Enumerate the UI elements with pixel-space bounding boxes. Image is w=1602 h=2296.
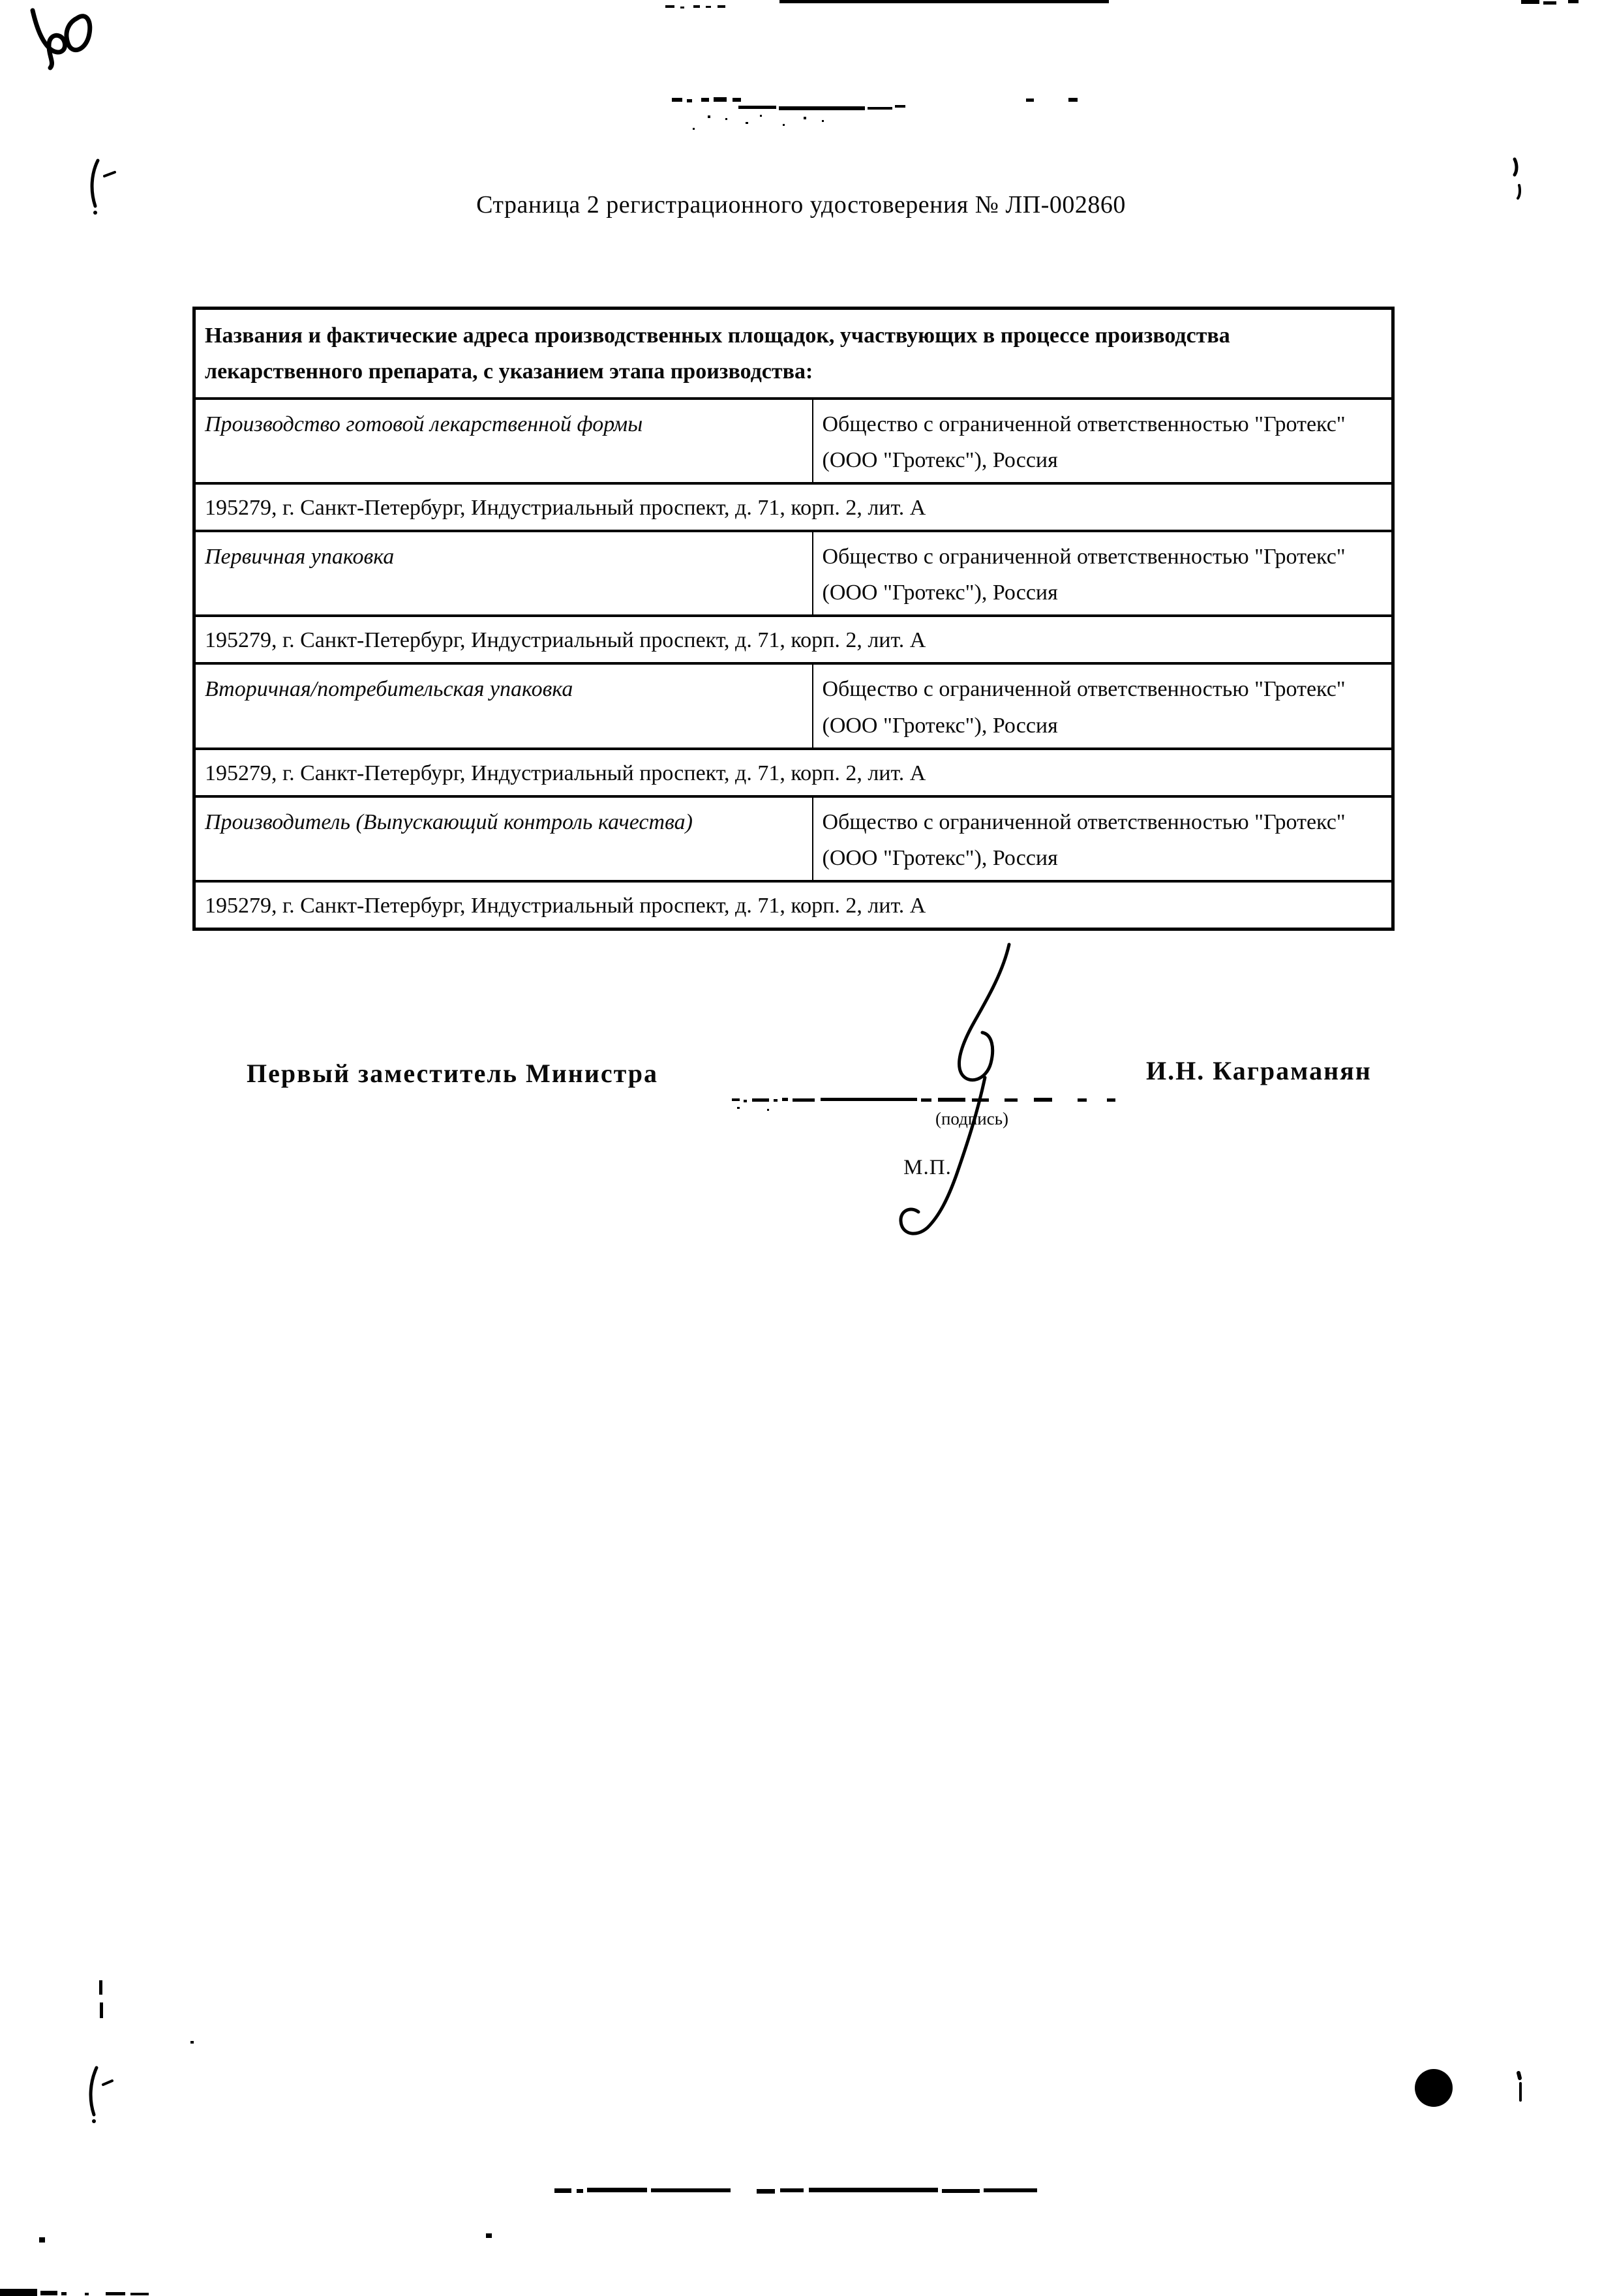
seal-caption: М.П. bbox=[903, 1156, 952, 1179]
punch-hole-dot bbox=[1415, 2069, 1453, 2107]
pen-speck-right-margin bbox=[1515, 159, 1520, 2100]
table-header-cell: Названия и фактические адреса производственных площадок, участвующих в процессе производства лекарственного препарата, с указанием этапа производства: bbox=[194, 309, 1393, 399]
table-row bbox=[194, 663, 1393, 748]
organization-cell: Общество с ограниченной ответственностью "Гротекс" (ООО "Гротекс"), Россия bbox=[813, 399, 1393, 483]
stage-cell: Производство готовой лекарственной формы bbox=[194, 399, 813, 483]
production-sites-table bbox=[192, 307, 1395, 931]
stage-cell: Вторичная/потребительская упаковка bbox=[194, 663, 813, 748]
pen-mark-left-bracket-bottom bbox=[91, 2068, 112, 2123]
table-header-row bbox=[194, 309, 1393, 399]
address-cell: 195279, г. Санкт-Петербург, Индустриальный проспект, д. 71, корп. 2, лит. А bbox=[194, 881, 1393, 929]
stage-cell: Первичная упаковка bbox=[194, 531, 813, 616]
table-row bbox=[194, 796, 1393, 881]
page-header: Страница 2 регистрационного удостоверения № ЛП-002860 bbox=[476, 191, 1126, 219]
address-cell: 195279, г. Санкт-Петербург, Индустриальный проспект, д. 71, корп. 2, лит. А bbox=[194, 616, 1393, 663]
table-row bbox=[194, 531, 1393, 616]
table-row bbox=[194, 399, 1393, 483]
signer-title: Первый заместитель Министра bbox=[247, 1059, 659, 1088]
stage-cell: Производитель (Выпускающий контроль качества) bbox=[194, 796, 813, 881]
table-row bbox=[194, 483, 1393, 531]
address-cell: 195279, г. Санкт-Петербург, Индустриальный проспект, д. 71, корп. 2, лит. А bbox=[194, 749, 1393, 796]
table-row bbox=[194, 616, 1393, 663]
organization-cell: Общество с ограниченной ответственностью "Гротекс" (ООО "Гротекс"), Россия bbox=[813, 531, 1393, 616]
organization-cell: Общество с ограниченной ответственностью "Гротекс" (ООО "Гротекс"), Россия bbox=[813, 796, 1393, 881]
address-cell: 195279, г. Санкт-Петербург, Индустриальный проспект, д. 71, корп. 2, лит. А bbox=[194, 483, 1393, 531]
table-row bbox=[194, 749, 1393, 796]
handwritten-page-number bbox=[33, 10, 90, 68]
organization-cell: Общество с ограниченной ответственностью "Гротекс" (ООО "Гротекс"), Россия bbox=[813, 663, 1393, 748]
signer-name: И.Н. Каграманян bbox=[1146, 1056, 1372, 1085]
handwritten-signature bbox=[901, 944, 1009, 1233]
signature-caption: (подпись) bbox=[935, 1109, 1009, 1128]
table-row bbox=[194, 881, 1393, 929]
